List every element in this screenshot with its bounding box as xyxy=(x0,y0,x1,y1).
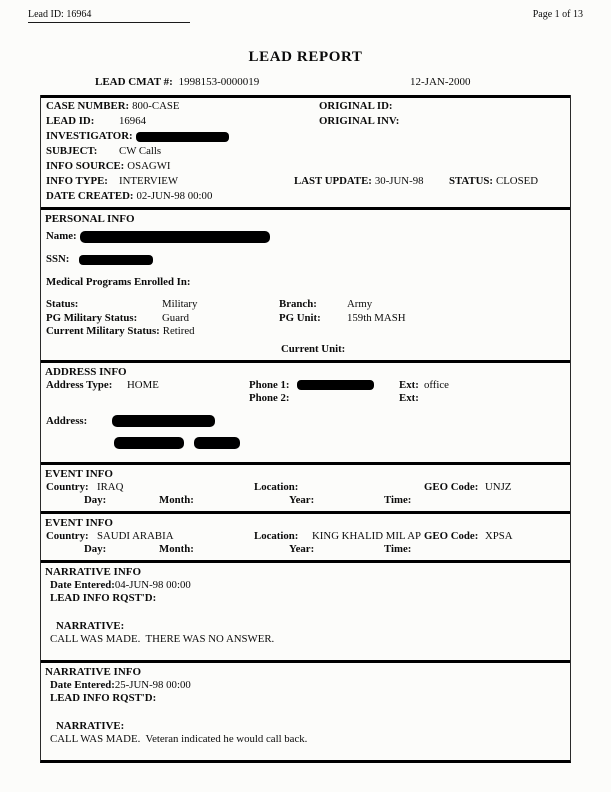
info-type-value: INTERVIEW xyxy=(119,175,179,187)
redacted-investigator xyxy=(136,132,229,142)
case-number-row xyxy=(41,99,570,114)
event1-date-row xyxy=(41,494,570,508)
event2-title: EVENT INFO xyxy=(45,516,113,529)
status-value: CLOSED xyxy=(496,175,538,187)
narrative2-date-entered-value: 25-JUN-98 00:00 xyxy=(114,678,191,691)
narrative2-label-row xyxy=(41,720,570,734)
address-info-title: ADDRESS INFO xyxy=(45,365,127,378)
address-row-2 xyxy=(41,437,570,449)
original-inv-label: ORIGINAL INV: xyxy=(319,115,400,127)
date-created-value: 02-JUN-98 00:00 xyxy=(136,190,213,202)
event2-country-label: Country: xyxy=(46,529,89,542)
event1-country-label: Country: xyxy=(46,480,89,493)
event2-day-label: Day: xyxy=(84,543,107,555)
address-row xyxy=(41,414,570,429)
investigator-row xyxy=(41,129,570,144)
ssn-label: SSN: xyxy=(46,253,70,265)
lead-id-label: LEAD ID: xyxy=(46,115,95,127)
redacted-name xyxy=(80,231,270,243)
phone1-label: Phone 1: xyxy=(249,378,290,391)
original-id-label: ORIGINAL ID: xyxy=(319,100,393,112)
pg-military-status-label: PG Military Status: xyxy=(46,311,138,324)
event2-month-label: Month: xyxy=(159,543,194,555)
section-narrative-2 xyxy=(41,660,570,760)
section-event-info-1 xyxy=(41,462,570,511)
branch-label: Branch: xyxy=(279,298,317,310)
narrative1-date-entered-label: Date Entered: xyxy=(50,578,115,591)
subject-value: CW Calls xyxy=(119,145,162,157)
event1-month-label: Month: xyxy=(159,494,194,506)
address-type-row xyxy=(41,379,570,393)
info-source-value: OSAGWI xyxy=(127,160,171,172)
header-page-number: Page 1 of 13 xyxy=(532,9,583,20)
cmat-label: LEAD CMAT #: xyxy=(95,76,173,88)
event2-geo-code-value: XPSA xyxy=(485,529,513,542)
pg-unit-label: PG Unit: xyxy=(279,311,321,324)
subject-label: SUBJECT: xyxy=(46,145,98,157)
name-label: Name: xyxy=(46,230,77,242)
ext1-label: Ext: xyxy=(399,378,419,391)
current-unit-label: Current Unit: xyxy=(281,342,346,355)
event2-year-label: Year: xyxy=(289,543,315,555)
header-lead-id: Lead ID: 16964 xyxy=(28,9,92,20)
event1-location-label: Location: xyxy=(254,480,299,493)
name-row xyxy=(41,229,570,244)
section-narrative-1 xyxy=(41,560,570,660)
narrative2-date-entered-label: Date Entered: xyxy=(50,678,115,691)
case-number-value: 800-CASE xyxy=(132,100,180,112)
pg-unit-value: 159th MASH xyxy=(347,311,406,324)
section-event-info-2 xyxy=(41,511,570,560)
event2-date-row xyxy=(41,543,570,557)
event1-geo-code-label: GEO Code: xyxy=(424,480,479,493)
narrative1-title: NARRATIVE INFO xyxy=(45,565,142,578)
redacted-address-line2a xyxy=(114,437,184,449)
event2-time-label: Time: xyxy=(384,543,412,555)
branch-value: Army xyxy=(347,298,373,310)
narrative1-lead-info-rqstd-label: LEAD INFO RQST'D: xyxy=(50,592,157,604)
narrative1-date-entered-value: 04-JUN-98 00:00 xyxy=(114,578,191,591)
header-underline xyxy=(28,22,190,23)
section-address-info xyxy=(41,360,570,462)
cmat-value: 1998153-0000019 xyxy=(178,76,260,88)
event1-country-value: IRAQ xyxy=(97,480,124,493)
current-military-status-label: Current Military Status: xyxy=(46,325,160,337)
event2-location-value: KING KHALID MIL AP xyxy=(312,529,422,542)
redacted-address-line2b xyxy=(194,437,240,449)
cmat-date: 12-JAN-2000 xyxy=(410,76,471,88)
info-source-label: INFO SOURCE: xyxy=(46,160,125,172)
narrative2-text: CALL WAS MADE. Veteran indicated he would call back. xyxy=(50,733,308,745)
section-case-info xyxy=(41,95,570,207)
event1-time-label: Time: xyxy=(384,494,412,506)
ext1-value: office xyxy=(424,378,449,391)
report-body xyxy=(40,95,571,763)
current-military-status-value: Retired xyxy=(162,325,195,337)
event2-country-value: SAUDI ARABIA xyxy=(97,529,174,542)
event2-location-label: Location: xyxy=(254,529,299,542)
status-branch-row xyxy=(41,298,570,312)
cmat-row xyxy=(0,76,611,91)
narrative1-label-row xyxy=(41,620,570,634)
medical-programs-label: Medical Programs Enrolled In: xyxy=(46,276,191,288)
subject-row xyxy=(41,144,570,159)
personal-info-title: PERSONAL INFO xyxy=(45,213,135,225)
report-title: LEAD REPORT xyxy=(248,49,363,65)
event2-geo-code-label: GEO Code: xyxy=(424,529,479,542)
info-type-label: INFO TYPE: xyxy=(46,175,108,187)
pg-status-row xyxy=(41,312,570,326)
narrative2-title: NARRATIVE INFO xyxy=(45,665,142,678)
date-created-label: DATE CREATED: xyxy=(46,190,134,202)
ext2-label: Ext: xyxy=(399,392,419,404)
section-personal-info xyxy=(41,207,570,360)
current-unit-row xyxy=(41,342,570,357)
narrative2-lead-info-row xyxy=(41,692,570,706)
narrative1-date-entered-row xyxy=(41,579,570,593)
lead-id-row xyxy=(41,114,570,129)
narrative1-text-row xyxy=(41,633,570,647)
date-created-row xyxy=(41,189,570,204)
event1-country-row xyxy=(41,481,570,495)
event1-year-label: Year: xyxy=(289,494,315,506)
case-number-label: CASE NUMBER: xyxy=(46,100,130,112)
address-type-label: Address Type: xyxy=(46,378,113,391)
info-source-row xyxy=(41,159,570,174)
event1-geo-code-value: UNJZ xyxy=(485,480,512,493)
narrative2-text-row xyxy=(41,733,570,747)
page-header xyxy=(0,0,611,20)
narrative2-narrative-label: NARRATIVE: xyxy=(56,719,125,732)
address-type-value: HOME xyxy=(127,378,159,391)
status-label: STATUS: xyxy=(449,175,493,187)
phone2-label: Phone 2: xyxy=(249,392,290,404)
redacted-phone1 xyxy=(297,380,374,390)
ssn-row xyxy=(41,252,570,267)
last-update-value: 30-JUN-98 xyxy=(374,175,424,187)
narrative2-date-entered-row xyxy=(41,679,570,693)
pg-military-status-value: Guard xyxy=(162,311,189,324)
redacted-ssn xyxy=(79,255,153,265)
phone2-row xyxy=(41,392,570,406)
narrative1-narrative-label: NARRATIVE: xyxy=(56,619,125,632)
narrative2-lead-info-rqstd-label: LEAD INFO RQST'D: xyxy=(50,692,157,704)
event1-day-label: Day: xyxy=(84,494,107,506)
narrative1-lead-info-row xyxy=(41,592,570,606)
event2-country-row xyxy=(41,530,570,544)
event1-title: EVENT INFO xyxy=(45,467,113,480)
info-type-row xyxy=(41,174,570,189)
current-military-status-row xyxy=(41,325,570,339)
redacted-address-line1 xyxy=(112,415,215,427)
last-update-label: LAST UPDATE: xyxy=(294,175,372,187)
address-label: Address: xyxy=(46,414,88,427)
lead-id-value: 16964 xyxy=(119,115,146,127)
pi-status-value: Military xyxy=(162,298,198,310)
narrative1-text: CALL WAS MADE. THERE WAS NO ANSWER. xyxy=(50,633,275,645)
pi-status-label: Status: xyxy=(46,298,79,310)
investigator-label: INVESTIGATOR: xyxy=(46,130,133,142)
medical-programs-row xyxy=(41,275,570,290)
